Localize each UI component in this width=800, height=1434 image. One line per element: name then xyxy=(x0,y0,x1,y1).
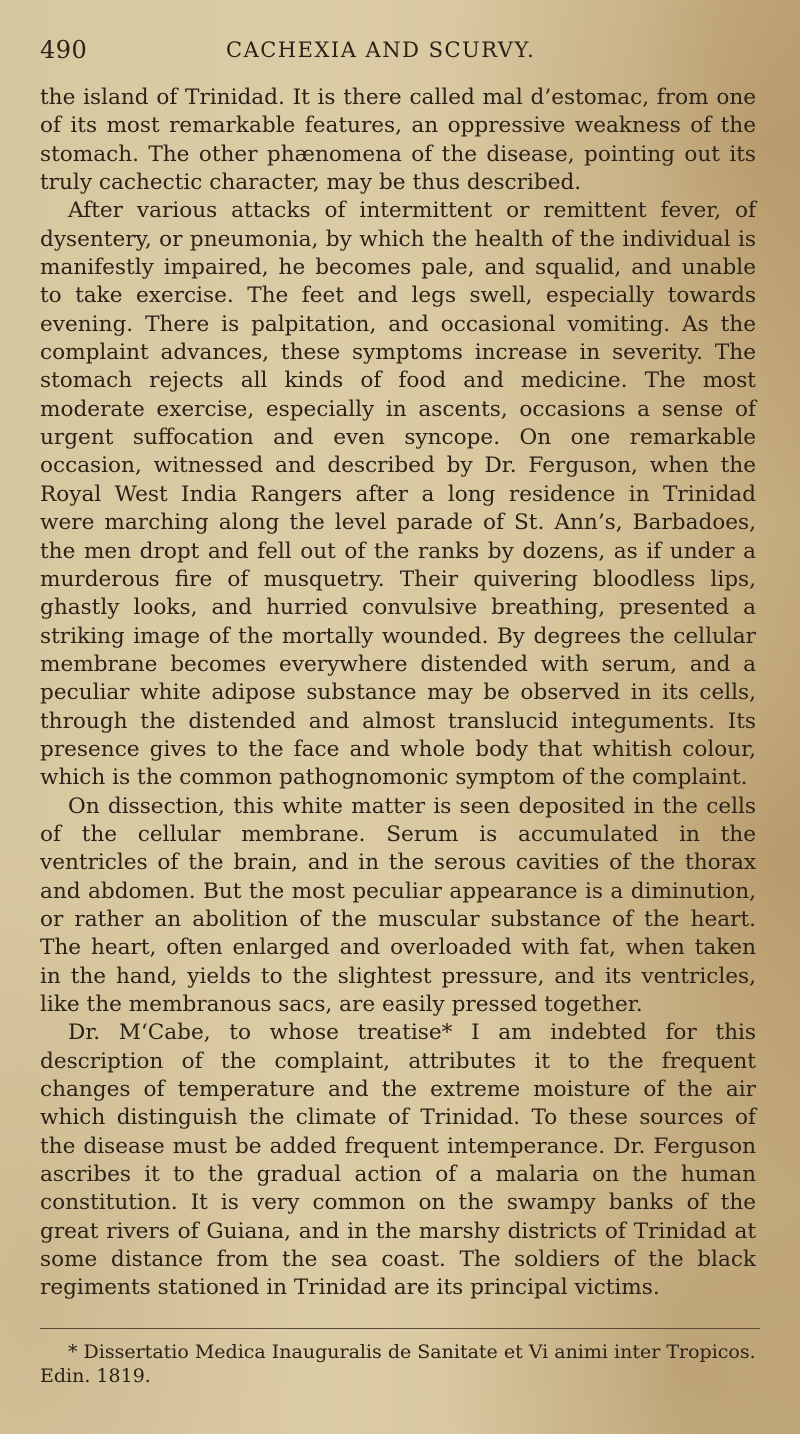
footnote xyxy=(40,1340,760,1388)
paragraph-dissection: On dissection, this white matter is seen deposited in the cells of the cellular membrane. Serum is accumulated in the ventricles of the brain, and in the serous cavities of the thorax and abdomen. But the most peculiar appearance is a diminution, or rather an abolition of the muscular substance of the heart. The heart, often enlarged and overloaded with fat, when taken in the hand, yields to the slightest pressure, and its ventricles, like the membranous sacs, are easily pressed together. xyxy=(40,793,756,1017)
paragraph-causes: Dr. M‘Cabe, to whose treatise* I am indebted for this description of the complaint, attributes it to the frequent changes of temperature and the extreme moisture of the air which distinguish the climate of Trinidad. To these sources of the disease must be added frequent intemperance. Dr. Ferguson ascribes it to the gradual action of a malaria on the human constitution. It is very common on the swampy banks of the great rivers of Guiana, and in the marshy districts of Trinidad at some distance from the sea coast. The soldiers of the black regiments stationed in Trinidad are its principal victims. xyxy=(40,1020,756,1301)
footnote-text: * Dissertatio Medica Inauguralis de Sanitate et Vi animi inter Tropicos. Edin. 1819. xyxy=(40,1341,756,1387)
paragraph-continuation: the island of Trinidad. It is there called mal d’estomac, from one of its most remarkable features, an oppressive weakness of the stomach. The other phænomena of the disease, pointing out its truly cachectic character, may be thus described. xyxy=(40,85,756,196)
running-title: CACHEXIA AND SCURVY. xyxy=(226,38,536,62)
body-text xyxy=(40,84,756,1303)
paragraph-symptoms: After various attacks of intermittent or remittent fever, of dysentery, or pneumonia, by which the health of the individual is manifestly impaired, he becomes pale, and squalid, and unable to take exercise. The feet and legs swell, especially towards evening. There is palpitation, and occasional vomiting. As the complaint advances, these symptoms increase in severity. The stomach rejects all kinds of food and medicine. The most moderate exercise, especially in ascents, occasions a sense of urgent suffocation and even syncope. On one remarkable occasion, witnessed and described by Dr. Ferguson, when the Royal West India Rangers after a long residence in Trinidad were marching along the level parade of St. Ann’s, Barbadoes, the men dropt and fell out of the ranks by dozens, as if under a murderous fire of musquetry. Their quivering bloodless lips, ghastly looks, and hurried convulsive breathing, presented a striking image of the mortally wounded. By degrees the cellular membrane becomes everywhere distended with serum, and a peculiar white adipose substance may be observed in its cells, through the distended and almost translucid integuments. Its presence gives to the face and whole body that whitish colour, which is the common pathognomonic symptom of the complaint. xyxy=(40,198,756,791)
page-number: 490 xyxy=(40,36,88,64)
running-head xyxy=(40,36,760,66)
footnote-rule xyxy=(40,1328,760,1329)
book-page xyxy=(40,0,760,1434)
